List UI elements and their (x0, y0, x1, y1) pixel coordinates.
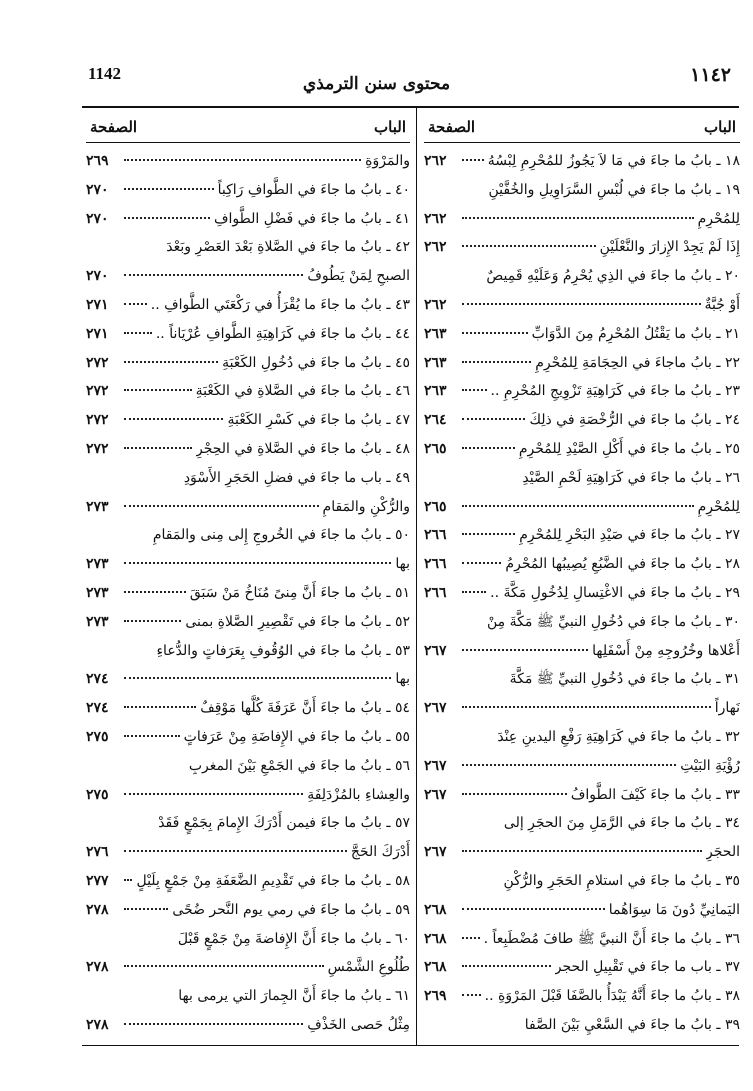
dot-leader (124, 332, 152, 334)
page-heading: الصفحة (428, 118, 476, 136)
entry-title: ٢٠ ـ بابُ ما جاءَ في الذِي يُحْرِمُ وَعَلَيْهِ قَمِيصٌ (486, 268, 740, 285)
toc-entry (86, 550, 410, 579)
entry-title: ٢٦ ـ بابُ ما جاءَ في كَرَاهِيَةِ لَحْمِ الصَّيْدِ (522, 469, 740, 486)
entry-page-number: ٢٦٢ (424, 239, 447, 256)
page-number-arabic: ١١٤٢ (690, 64, 731, 86)
entry-title: ٥٠ ـ بابُ ما جاءَ في الخُروجِ إِلى مِنى والمَقامِ (152, 527, 410, 544)
entry-title: الحجَرِ (706, 844, 740, 861)
entry-title: ٥٩ ـ بابُ ما جاءَ في رمي يوم النَّحر ضُحًى (172, 901, 410, 918)
entry-title: نَهاراً (714, 700, 740, 717)
entry-title: ٢٥ ـ بابُ ما جاءَ في أَكْلِ الصَّيْدِ لِلمُحْرِمِ (518, 440, 740, 457)
entry-title: ٤٥ ـ بابُ ما جاءَ في دُخُولِ الكَعْبَةِ (222, 354, 410, 371)
entry-page-number: ٢٧٣ (86, 498, 109, 515)
dot-leader (462, 533, 515, 535)
dot-leader (462, 591, 486, 593)
dot-leader (124, 706, 196, 708)
dot-leader (124, 159, 361, 161)
entry-title: إِذَا لَمْ يَجِدْ الإِزارَ والنَّعْلَيْنِ (599, 239, 740, 256)
entry-page-number: ٢٦٥ (424, 498, 447, 515)
entry-title: ٥١ ـ بابُ ما جاءَ أَنَّ مِنىً مُنَاخُ مَنْ سَبَقَ (189, 584, 410, 601)
entry-title: ٥٢ ـ بابُ ما جاءَ في تَقْصِيرِ الصَّلاةِ بمنى (185, 613, 410, 630)
entry-title: ٢٤ ـ بابُ ما جاءَ في الرُّخْصَةِ في ذلِكَ (529, 412, 740, 429)
toc-entry (86, 579, 410, 608)
entry-title: ٣٣ ـ بابُ ما جاءَ كَيْفَ الطَّوافُ (570, 786, 740, 803)
entry-title: ٣٤ ـ بابُ ما جاءَ في الرَّمَلِ مِنَ الحجَرِ إلى (503, 815, 740, 832)
entry-title: ٥٦ ـ بابُ ما جاءَ في الجَمْعِ بَيْنَ المغربِ (188, 757, 410, 774)
dot-leader (124, 361, 218, 363)
entry-page-number: ٢٧٢ (86, 354, 109, 371)
toc-entry (424, 608, 740, 637)
toc-entry (424, 953, 740, 982)
entry-title: ٦١ ـ بابُ ما جاءَ أَنَّ الجِمارَ التي يرمى بها (178, 988, 410, 1005)
toc-entry (86, 608, 410, 637)
toc-entry (424, 550, 740, 579)
toc-entry (86, 723, 410, 752)
entry-page-number: ٢٦٩ (86, 153, 109, 169)
entry-title: ٣٧ ـ باب ما جاءَ في تَقْبِيلِ الحجر (554, 959, 740, 976)
toc-entry (86, 435, 410, 464)
footer-rule (82, 1045, 739, 1046)
page-number-latin: 1142 (88, 64, 122, 83)
entry-page-number: ٢٦٣ (424, 354, 447, 371)
entry-title: ٣٠ ـ بابُ ما جاءَ في دُخُولِ النبيِّ ﷺ مَكَّةَ مِنْ (487, 613, 740, 630)
toc-entry (424, 637, 740, 666)
toc-entry (424, 982, 740, 1011)
entry-title: ٤٧ ـ بابُ ما جاءَ في كَسْرِ الكَعْبَةِ (227, 412, 410, 429)
entry-title: ٢٩ ـ بابُ ما جاءَ في الاغْتِسالِ لِدُخُولِ مَكَّةَ .. (490, 584, 740, 601)
toc-entry (424, 723, 740, 752)
dot-leader (462, 505, 694, 507)
dot-leader (124, 965, 324, 967)
toc-entry (86, 781, 410, 810)
left-column-header (86, 112, 410, 143)
entry-page-number: ٢٦٧ (424, 844, 447, 861)
toc-entry (86, 493, 410, 522)
entry-page-number: ٢٦٤ (424, 412, 447, 429)
toc-entry (424, 493, 740, 522)
entry-title: ٣٥ ـ بابُ ما جاءَ في استلامِ الحَجَرِ والرُّكْنِ (503, 872, 740, 889)
entry-page-number: ٢٧٣ (86, 584, 109, 601)
page-heading: الصفحة (90, 118, 138, 136)
entry-page-number: ٢٧٥ (86, 728, 109, 745)
entry-title: بها (395, 671, 410, 688)
dot-leader (124, 677, 391, 679)
dot-leader (124, 274, 303, 276)
entry-title: ٤٦ ـ بابُ ما جاءَ في الصَّلاةِ في الكَعْبَةِ (195, 383, 410, 400)
entry-title: ٣٩ ـ بابُ ما جاءَ في السَّعْيِ بَيْنَ الصَّفا (524, 1016, 740, 1033)
chapter-heading: الباب (704, 118, 736, 136)
toc-entry (86, 349, 410, 378)
entry-page-number: ٢٦٩ (424, 988, 447, 1005)
dot-leader (462, 303, 701, 305)
toc-entry (424, 349, 740, 378)
entry-page-number: ٢٦٢ (424, 296, 447, 313)
dot-leader (124, 188, 214, 190)
dot-leader (462, 706, 711, 708)
dot-leader (462, 389, 487, 391)
right-column (424, 112, 740, 1040)
entry-title: لِلمُحْرِمِ (697, 498, 740, 515)
toc-entry (424, 464, 740, 493)
entry-title: ٥٥ ـ بابُ ما جاءَ في الإِفاضَةِ مِنْ عَرَفاتٍ (183, 728, 410, 745)
dot-leader (462, 850, 702, 852)
toc-entry (86, 464, 410, 493)
toc-entry (424, 377, 740, 406)
toc-entry (424, 521, 740, 550)
dot-leader (124, 620, 181, 622)
entry-title: أَدْرَكَ الحَجَّ (350, 844, 410, 861)
entry-title: ٤٨ ـ بابُ ما جاءَ في الصَّلاةِ في الحِجْرِ (195, 440, 410, 457)
toc-entry (86, 147, 410, 176)
dot-leader (462, 447, 515, 449)
dot-leader (462, 217, 694, 219)
entry-page-number: ٢٦٦ (424, 584, 447, 601)
entry-page-number: ٢٧٠ (86, 268, 109, 285)
entry-title: طُلُوعِ الشَّمْسِ (327, 959, 410, 976)
toc-entry (424, 781, 740, 810)
entry-page-number: ٢٧٥ (86, 786, 109, 803)
entry-title: والمَرْوَةِ (365, 153, 410, 169)
toc-entry (424, 320, 740, 349)
entry-title: ٢٧ ـ بابُ ما جاءَ في صَيْدِ البَحْرِ لِلمُحْرِمِ (519, 527, 740, 544)
entry-title: ٦٠ ـ بابُ ما جاءَ أَنَّ الإِفاضةَ مِنْ جَمْعٍ قَبْلَ (177, 930, 410, 947)
entry-title: اليَمانِيِّ دُونَ مَا سِوَاهُما (608, 901, 740, 918)
dot-leader (124, 505, 319, 507)
dot-leader (124, 850, 347, 852)
toc-entry (86, 291, 410, 320)
dot-leader (124, 389, 192, 391)
toc-entry (424, 205, 740, 234)
entry-page-number: ٢٧٤ (86, 671, 109, 688)
toc-entry (86, 637, 410, 666)
toc-entry (86, 752, 410, 781)
entry-title: ٢١ ـ بابُ ما يَقْتُلُ المُحْرِمُ مِنَ الدَّوَابِّ (531, 325, 740, 342)
entry-page-number: ٢٦٦ (424, 556, 447, 573)
entry-title: ٢٨ ـ بابُ ما جاءَ في الضَّبُعِ يُصِيبُها المُحْرِمُ (505, 556, 740, 573)
entry-page-number: ٢٧١ (86, 296, 109, 313)
dot-leader (124, 418, 223, 420)
toc-entry (424, 233, 740, 262)
entry-title: ٤١ ـ بابُ ما جاءَ في فَضْلِ الطَّوافِ (214, 210, 410, 227)
entry-title: مِثْلُ حَصى الخَذْفِ (307, 1016, 410, 1033)
dot-leader (462, 793, 567, 795)
entry-page-number: ٢٦٧ (424, 786, 447, 803)
dot-leader (462, 361, 531, 363)
entry-page-number: ٢٦٦ (424, 527, 447, 544)
toc-entry (424, 579, 740, 608)
toc-entry (86, 982, 410, 1011)
toc-entry (424, 665, 740, 694)
toc-entry (424, 406, 740, 435)
toc-entry (86, 1011, 410, 1040)
entry-page-number: ٢٦٨ (424, 930, 447, 947)
right-column-header (424, 112, 740, 143)
left-entry-list (86, 147, 410, 1040)
entry-title: ٢٣ ـ بابُ ما جاءَ في كَرَاهِيَةِ تَزْوِيجِ المُحْرِمِ .. (490, 383, 740, 400)
toc-entry (424, 291, 740, 320)
toc-entry (424, 147, 740, 176)
entry-page-number: ٢٦٣ (424, 383, 447, 400)
toc-entry (86, 262, 410, 291)
toc-entry (424, 694, 740, 723)
entry-page-number: ٢٦٢ (424, 153, 447, 169)
toc-entry (86, 838, 410, 867)
toc-entry (86, 205, 410, 234)
entry-title: ٣٦ ـ بابُ ما جاءَ أَنَّ النبيَّ ﷺ طافَ مُضْطَبِعاً . (483, 930, 740, 947)
entry-page-number: ٢٧٨ (86, 1016, 109, 1033)
toc-entry (86, 320, 410, 349)
toc-entry (424, 435, 740, 464)
entry-title: ٤٣ ـ بابُ ما جاءَ ما يُقْرَأُ في رَكْعَتَي الطَّوافِ .. (150, 296, 410, 313)
dot-leader (124, 1023, 303, 1025)
entry-title: ٤٩ ـ باب ما جاءَ في فضلِ الحَجَرِ الأَسْوَدِ (183, 469, 410, 486)
dot-leader (124, 735, 180, 737)
entry-page-number: ٢٧١ (86, 325, 109, 342)
entry-page-number: ٢٦٨ (424, 901, 447, 918)
dot-leader (462, 908, 605, 910)
entry-page-number: ٢٧٢ (86, 440, 109, 457)
entry-title: ٢٢ ـ بابُ ماجاءَ في الحِجَامَةِ لِلمُحْرِمِ (535, 354, 740, 371)
column-divider (416, 108, 417, 1045)
toc-entry (424, 925, 740, 954)
toc-entry (424, 752, 740, 781)
toc-entry (424, 896, 740, 925)
entry-page-number: ٢٧٨ (86, 901, 109, 918)
entry-title: ٤٤ ـ بابُ ما جاءَ في كَرَاهِيَةِ الطَّوافِ عُرْيَاناً .. (155, 325, 410, 342)
dot-leader (462, 562, 501, 564)
entry-title: بها (395, 556, 410, 573)
entry-title: ٥٨ ـ بابُ ما جاءَ في تَقْدِيمِ الضَّعَفَةِ مِنْ جَمْعٍ بِلَيْلٍ (136, 872, 410, 889)
entry-page-number: ٢٦٨ (424, 959, 447, 976)
toc-entry (86, 176, 410, 205)
entry-page-number: ٢٧٤ (86, 700, 109, 717)
entry-title: لِلمُحْرِمِ (697, 210, 740, 227)
entry-title: ٥٣ ـ بابُ ما جاءَ في الوُقُوفِ بِعَرَفاتٍ والدُّعاءِ (156, 642, 410, 659)
entry-page-number: ٢٧٣ (86, 613, 109, 630)
dot-leader (462, 245, 596, 247)
toc-entry (86, 377, 410, 406)
toc-entry (86, 809, 410, 838)
entry-page-number: ٢٧٣ (86, 556, 109, 573)
entry-page-number: ٢٦٧ (424, 700, 447, 717)
toc-entry (86, 953, 410, 982)
entry-title: والرُّكْنِ والمَقامِ (322, 498, 410, 515)
entry-page-number: ٢٧٢ (86, 383, 109, 400)
toc-entry (86, 665, 410, 694)
dot-leader (124, 591, 186, 593)
entry-title: ٣٨ ـ بابُ ما جاءَ أَنَّهُ يَبْدَأُ بالصَّفَا قَبْلَ المَرْوَةِ .. (484, 988, 740, 1005)
toc-entry (424, 838, 740, 867)
entry-title: ٥٤ ـ بابُ ما جاءَ أَنَّ عَرَفَةَ كُلَّها مَوْقِفٌ (200, 700, 410, 717)
dot-leader (124, 447, 192, 449)
dot-leader (462, 159, 484, 161)
entry-title: رُؤْيَةِ البَيْتِ (680, 757, 740, 774)
toc-entry (86, 925, 410, 954)
toc-entry (424, 867, 740, 896)
dot-leader (462, 649, 588, 651)
page-title: محتوى سنن الترمذي (302, 74, 451, 94)
left-column (86, 112, 410, 1040)
entry-page-number: ٢٦٣ (424, 325, 447, 342)
chapter-heading: الباب (374, 118, 406, 136)
dot-leader (124, 303, 147, 305)
entry-page-number: ٢٦٥ (424, 440, 447, 457)
entry-page-number: ٢٧٠ (86, 210, 109, 227)
entry-title: ٤٠ ـ بابُ ما جاءَ في الطَّوافِ رَاكِباً (217, 181, 410, 198)
dot-leader (124, 879, 132, 881)
toc-entry (424, 809, 740, 838)
entry-title: ١٩ ـ بابُ ما جاءَ في لُبْسِ السَّرَاوِيلِ والخُفَّيْنِ (488, 181, 740, 198)
dot-leader (462, 937, 480, 939)
toc-entry (424, 176, 740, 205)
dot-leader (462, 965, 551, 967)
entry-page-number: ٢٧٢ (86, 412, 109, 429)
toc-entry (86, 521, 410, 550)
header-rule (82, 106, 739, 108)
toc-entry (86, 867, 410, 896)
dot-leader (462, 994, 481, 996)
entry-page-number: ٢٦٧ (424, 757, 447, 774)
right-entry-list (424, 147, 740, 1040)
dot-leader (124, 217, 210, 219)
dot-leader (124, 562, 391, 564)
entry-title: ١٨ ـ بابُ ما جاءَ في مَا لاَ يَجُوزُ للمُحْرِمِ لِبْسُهُ (487, 153, 740, 169)
entry-title: الصبحِ لِمَنْ يَطُوفُ (307, 268, 410, 285)
entry-title: أَوْ جُبَّةٌ (704, 296, 740, 313)
dot-leader (124, 908, 168, 910)
dot-leader (462, 418, 525, 420)
toc-entry (86, 406, 410, 435)
toc-entry (86, 896, 410, 925)
dot-leader (124, 793, 303, 795)
toc-entry (86, 233, 410, 262)
entry-page-number: ٢٧٦ (86, 844, 109, 861)
entry-title: ٤٢ ـ بابُ ما جاءَ في الصَّلاةِ بَعْدَ العَصْرِ وبَعْدَ (166, 239, 410, 256)
entry-title: ٣١ ـ بابُ ما جاءَ في دُخُولِ النبيِّ ﷺ مَكَّةَ (509, 671, 740, 688)
toc-entry (424, 262, 740, 291)
entry-page-number: ٢٧٧ (86, 872, 109, 889)
entry-title: والعِشاءِ بالمُزْدَلِفَةِ (307, 786, 410, 803)
entry-page-number: ٢٧٨ (86, 959, 109, 976)
toc-entry (424, 1011, 740, 1040)
entry-title: ٥٧ ـ بابُ ما جاءَ فيمن أَدْرَكَ الإِمامَ بِجَمْعٍ فَقَدْ (158, 815, 410, 832)
dot-leader (462, 764, 676, 766)
entry-page-number: ٢٦٢ (424, 210, 447, 227)
dot-leader (462, 332, 528, 334)
entry-title: ٣٢ ـ بابُ ما جاءَ في كَرَاهِيَةِ رَفْعِ اليدينِ عِنْدَ (497, 728, 740, 745)
entry-page-number: ٢٦٧ (424, 642, 447, 659)
toc-entry (86, 694, 410, 723)
entry-title: أَعْلاها وخُرُوجِهِ مِنْ أَسْفَلِها (592, 642, 740, 659)
entry-page-number: ٢٧٠ (86, 181, 109, 198)
